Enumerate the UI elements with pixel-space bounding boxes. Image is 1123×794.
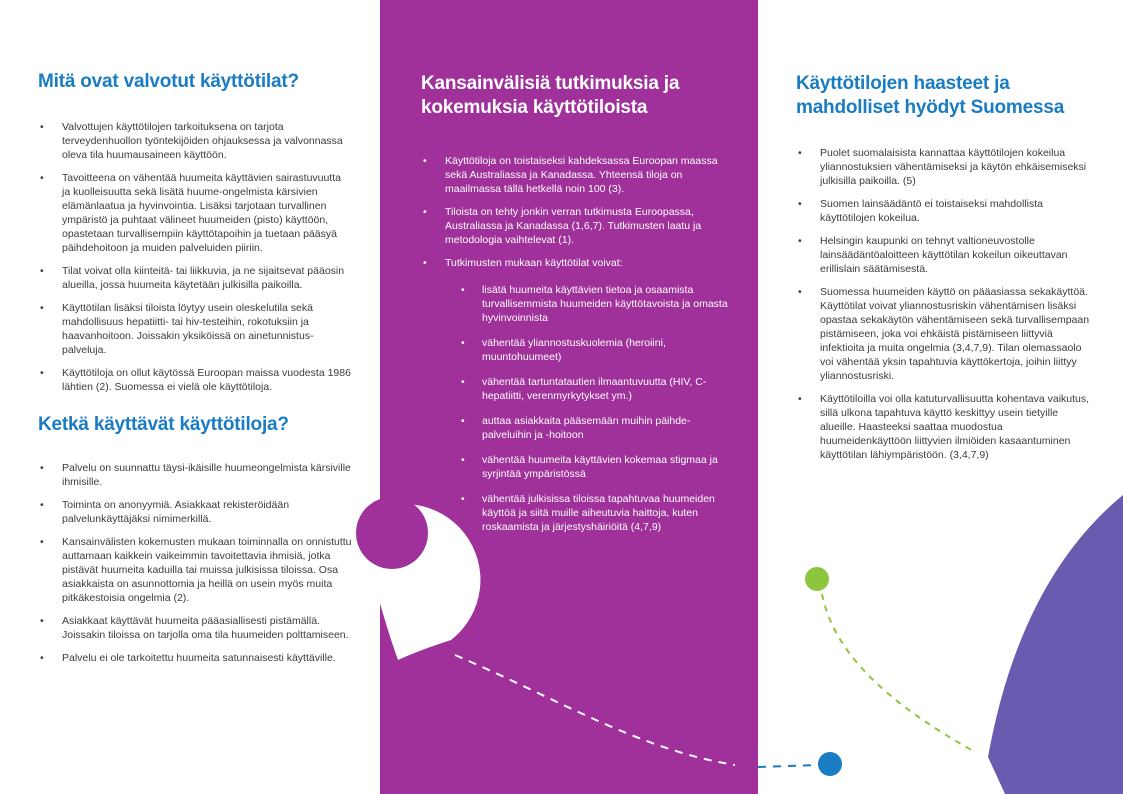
sublist-item: • auttaa asiakkaita pääsemään muihin päihde-palveluihin ja -hoitoon [453, 414, 730, 442]
list-item: • Käyttötiloja on toistaiseksi kahdeksassa Euroopan maassa sekä Australiassa ja Kanadassa. Yhteensä tiloja on maailmassa tällä hetkellä noin 100 (3). [421, 154, 730, 196]
list-item: • Suomen lainsäädäntö ei toistaiseksi mahdollista käyttötilojen kokeilua. [796, 197, 1093, 225]
section-title-finland: Käyttötilojen haasteet ja mahdolliset hyödyt Suomessa [796, 73, 1065, 118]
list-item: • Helsingin kaupunki on tehnyt valtioneuvostolle lainsäädäntöaloitteen käyttötilan kokeilun oikeuttavan erillislain säätämisestä. [796, 234, 1093, 276]
what-list [38, 120, 352, 394]
list-item: • Puolet suomalaisista kannattaa käyttötilojen kokeilua yliannostuksien vähentämiseksi ja käytön ehkäisemiseksi julkisilla paikoilla. (5) [796, 146, 1093, 188]
finland-list [796, 146, 1093, 462]
sublist-item: • vähentää tartuntatautien ilmaantuvuutta (HIV, C-hepatiitti, verenmyrkytykset ym.) [453, 375, 730, 403]
list-item: • Suomessa huumeiden käyttö on pääasiassa sekakäyttöä. Käyttötilat voivat yliannostusriskin vähentämisen lisäksi opastaa sekakäytön vähentämiseen sekä turvallisempaan pistämiseen, joka voi ehkäistä pistämiseen liittyviä infektioita ja muita ongelmia (3,4,7,9). Tilan olemassaolo voi vähentää yksin tapahtuvia käyttökertoja, joihin liittyy yliannostusriski. [796, 285, 1093, 383]
list-item: • Palvelu on suunnattu täysi-ikäisille huumeongelmista kärsiville ihmisille. [38, 461, 352, 489]
list-item: • Kansainvälisten kokemusten mukaan toiminnalla on onnistuttu auttamaan kaikkein vaikeimmin tavoitettavia ihmisiä, jotka pistävät huumeita kaduilla tai muissa julkisissa tiloissa. Osa asiakkaista on asunnottomia ja heillä on usein myös muita pitkäkestoisia ongelmia (2). [38, 535, 352, 605]
international-list [421, 154, 730, 534]
section-title-what: Mitä ovat valvotut käyttötilat? [38, 71, 299, 92]
list-item: • Käyttötiloilla voi olla katuturvallisuutta kohentava vaikutus, sillä ulkona tapahtuva käyttö keskittyy usein tietyille alueille. Haasteeksi saattaa muodostua huumeidenkäyttöön liittyvien ilmiöiden kasaantuminen käyttötilan lähiympäristöön. (3,4,7,9) [796, 392, 1093, 462]
left-column [0, 0, 380, 794]
list-item: • Tilat voivat olla kiinteitä- tai liikkuvia, ja ne sijaitsevat pääosin alueilla, jossa huumeita käytetään julkisilla paikoilla. [38, 264, 352, 292]
sublist-item: • vähentää huumeita käyttävien kokemaa stigmaa ja syrjintää ympäristössä [453, 453, 730, 481]
sublist-item: • vähentää yliannostuskuolemia (heroiini, muuntohuumeet) [453, 336, 730, 364]
list-item: • Palvelu ei ole tarkoitettu huumeita satunnaisesti käyttäville. [38, 651, 352, 665]
section-title-who: Ketkä käyttävät käyttötiloja? [38, 414, 289, 435]
list-item-label: Tutkimusten mukaan käyttötilat voivat: [445, 257, 623, 269]
section-title-international: Kansainvälisiä tutkimuksia ja kokemuksia käyttötiloista [421, 73, 680, 118]
list-item: • Valvottujen käyttötilojen tarkoituksena on tarjota terveydenhuollon työntekijöiden ohjauksessa ja valvonnassa oleva tila huumausaineen käyttöön. [38, 120, 352, 162]
list-item: • Tavoitteena on vähentää huumeita käyttävien sairastuvuutta ja kuolleisuutta sekä lisätä huume-ongelmista kärsivien elämänlaatua ja hyvinvointia. Lisäksi tarjotaan turvallinen ympäristö ja puhtaat välineet huumeiden (pisto) käyttöön, opastetaan turvallisempiin käyttötapoihin ja tuetaan pääsyä päihdehoitoon ja muiden palveluiden piiriin. [38, 171, 352, 255]
list-item [421, 256, 730, 534]
list-item: • Asiakkaat käyttävät huumeita pääasiallisesti pistämällä. Joissakin tiloissa on tarjolla oma tila huumeiden polttamiseen. [38, 614, 352, 642]
list-item: • Tiloista on tehty jonkin verran tutkimusta Euroopassa, Australiassa ja Kanadassa (1,6,7). Tutkimusten laatu ja metodologia vaihtelevat (1). [421, 205, 730, 247]
list-item: • Toiminta on anonyymiä. Asiakkaat rekisteröidään palvelunkäyttäjäksi nimimerkillä. [38, 498, 352, 526]
sublist-item: • vähentää julkisissa tiloissa tapahtuvaa huumeiden käyttöä ja siitä muille aiheutuvia haittoja, kuten roskaamista ja järjestyshäiriöitä (4,7,9) [453, 492, 730, 534]
list-item: • Käyttötilan lisäksi tiloista löytyy usein oleskelutila sekä mahdollisuus hepatiitti- tai hiv-testeihin, rokotuksiin ja haavanhoitoon. Joissakin yksiköissä on ainetunnistus-palveluja. [38, 301, 352, 357]
sublist-item: • lisätä huumeita käyttävien tietoa ja osaamista turvallisemmista huumeiden käyttötavoista ja omasta hyvinvoinnista [453, 283, 730, 325]
middle-column [380, 0, 758, 794]
list-item: • Käyttötiloja on ollut käytössä Euroopan maissa vuodesta 1986 lähtien (2). Suomessa ei vielä ole käyttötiloja. [38, 366, 352, 394]
who-list [38, 461, 352, 665]
right-column [758, 0, 1123, 794]
benefits-sublist [453, 283, 730, 534]
